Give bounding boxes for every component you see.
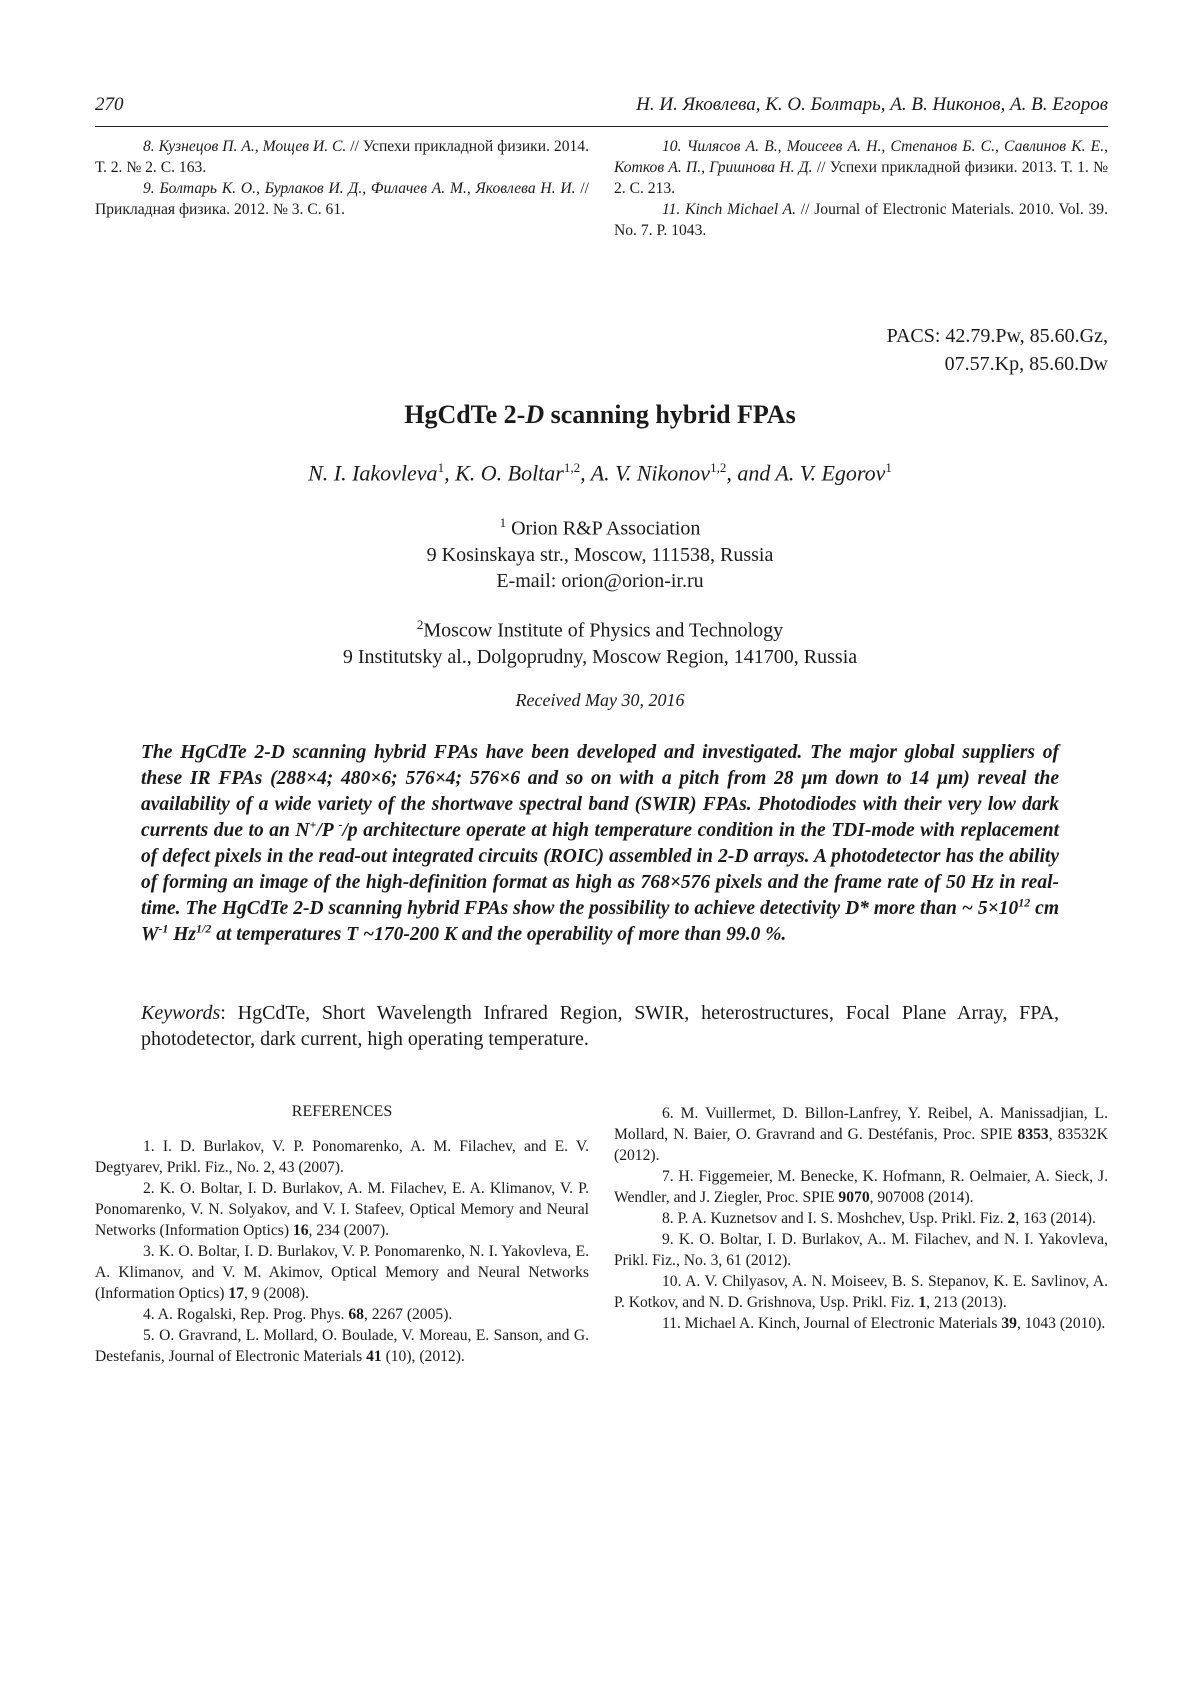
affiliation-name <box>0 612 1200 644</box>
reference-3 <box>95 1241 589 1304</box>
prev-ref-source: // Успехи прикладной физики. 2013. Т. 1. № 2. С. 213. <box>614 159 1108 197</box>
prev-ref-11 <box>614 199 1108 241</box>
previous-article-references-right <box>614 136 1108 241</box>
title-text: HgCdTe 2- <box>404 400 526 429</box>
header-rule <box>95 126 1108 127</box>
author: , A. V. Nikonov <box>580 460 711 486</box>
reference-6 <box>614 1103 1108 1166</box>
references-heading: REFERENCES <box>291 1103 393 1120</box>
affiliation-2 <box>0 612 1200 670</box>
title-text: scanning hybrid FPAs <box>544 400 796 429</box>
ref-text: 6. M. Vuillermet, D. Billon-Lanfrey, Y. Reibel, A. Manissadjian, L. Mollard, N. Baier, O. Gravrand and G. Destéfanis, Proc. SPIE <box>614 1105 1108 1143</box>
ref-text: , 163 (2014). <box>1015 1210 1096 1227</box>
reference-9: 9. K. O. Boltar, I. D. Burlakov, A.. M. Filachev, and N. I. Yakovleva, Prikl. Fiz., No. 3, 61 (2012). <box>614 1231 1108 1269</box>
reference-4 <box>95 1304 589 1325</box>
references-left-column <box>95 1136 589 1367</box>
ref-volume: 17 <box>228 1285 244 1302</box>
prev-ref-10 <box>614 136 1108 199</box>
abstract <box>141 740 1059 948</box>
page-number: 270 <box>95 94 124 115</box>
ref-text: 2. K. O. Boltar, I. D. Burlakov, A. M. Filachev, E. A. Klimanov, V. P. Ponomarenko, V. N. Solyakov, and V. I. Stafeev, Optical Memory and Neural Networks (Information Optics) <box>95 1180 589 1239</box>
ref-text: 3. K. O. Boltar, I. D. Burlakov, V. P. Ponomarenko, N. I. Yakovleva, E. A. Klimanov, and V. M. Akimov, Optical Memory and Neural Networks (Information Optics) <box>95 1243 589 1302</box>
ref-text: (10), (2012). <box>381 1348 465 1365</box>
ref-text: 4. A. Rogalski, Rep. Prog. Phys. <box>143 1306 349 1323</box>
reference-2 <box>95 1178 589 1241</box>
reference-7 <box>614 1166 1108 1208</box>
reference-1: 1. I. D. Burlakov, V. P. Ponomarenko, A. M. Filachev, and E. V. Degtyarev, Prikl. Fiz., No. 2, 43 (2007). <box>95 1138 589 1176</box>
author: , and A. V. Egorov <box>726 460 886 486</box>
article-title <box>0 400 1200 430</box>
author-list <box>0 460 1200 486</box>
ref-volume: 16 <box>292 1222 309 1239</box>
keywords-text: : HgCdTe, Short Wavelength Infrared Region, SWIR, heterostructures, Focal Plane Array, FPA, photodetector, dark current, high operating temperature. <box>141 1002 1059 1050</box>
abstract-text: /p architecture operate at high temperature condition in the TDI-mode with replacement of defect pixels in the read-out integrated circuits (ROIC) assembled in 2-D arrays. A photodetector has the ability of forming an image of the high-definition format as high as 768×576 pixels and the frame rate of 50 Hz in real-time. The HgCdTe 2-D scanning hybrid FPAs show the possibility to achieve detectivity D* more than ~ 5×10 <box>141 820 1060 919</box>
abstract-sup: 12 <box>1018 895 1031 910</box>
prev-ref-source: // Прикладная физика. 2012. № 3. С. 61. <box>95 180 589 218</box>
received-date: Received May 30, 2016 <box>515 690 685 710</box>
ref-volume: 41 <box>366 1348 382 1365</box>
ref-volume: 39 <box>1001 1315 1017 1332</box>
affiliation-name-text: Moscow Institute of Physics and Technology <box>423 619 784 642</box>
pacs-codes <box>887 322 1108 378</box>
ref-text: , 907008 (2014). <box>869 1189 974 1206</box>
ref-text: , 213 (2013). <box>926 1294 1007 1311</box>
abstract-sup: -1 <box>158 921 169 936</box>
affiliation-name-text: Orion R&P Association <box>506 517 701 540</box>
prev-ref-authors: 11. Kinch Michael A. <box>662 201 797 218</box>
ref-text: , 2267 (2005). <box>363 1306 453 1323</box>
ref-volume: 2 <box>1007 1210 1016 1227</box>
affiliation-1 <box>0 510 1200 594</box>
affiliation-address: 9 Institutsky al., Dolgoprudny, Moscow Region, 141700, Russia <box>342 645 858 668</box>
prev-ref-authors: 10. Чилясов А. В., Моисеев А. Н., Степанов Б. С., Савлинов К. Е., Котков А. П., Гришнова Н. Д. <box>614 138 1108 176</box>
affiliation-name <box>0 510 1200 542</box>
reference-10 <box>614 1271 1108 1313</box>
ref-text: 11. Michael A. Kinch, Journal of Electronic Materials <box>662 1315 1002 1332</box>
reference-11 <box>614 1313 1108 1334</box>
affiliation-email: E-mail: orion@orion-ir.ru <box>496 569 704 592</box>
author: N. I. Iakovleva <box>308 460 438 486</box>
reference-8 <box>614 1208 1108 1229</box>
affiliation-address: 9 Kosinskaya str., Moscow, 111538, Russia <box>426 543 774 566</box>
reference-5 <box>95 1325 589 1367</box>
ref-text: , 9 (2008). <box>243 1285 309 1302</box>
abstract-text: cm W <box>141 898 1059 945</box>
prev-ref-authors: 9. Болтарь К. О., Бурлаков И. Д., Филачев А. М., Яковлева Н. И. <box>143 180 576 197</box>
keywords <box>141 1000 1059 1052</box>
ref-text: 5. O. Gravrand, L. Mollard, O. Boulade, V. Moreau, E. Sanson, and G. Destefanis, Journal of Electronic Materials <box>95 1327 589 1365</box>
title-text-italic: D <box>525 400 545 429</box>
ref-volume: 8353 <box>1017 1126 1049 1143</box>
prev-ref-source: // Успехи прикладной физики. 2014. Т. 2. № 2. С. 163. <box>95 138 590 176</box>
affiliation-mark: 1 <box>437 460 445 475</box>
ref-text: 8. P. A. Kuznetsov and I. S. Moshchev, Usp. Prikl. Fiz. <box>662 1210 1008 1227</box>
abstract-text: The HgCdTe 2-D scanning hybrid FPAs have been developed and investigated. The major global suppliers of these IR FPAs (288×4; 480×6; 576×4; 576×6 and so on with a pitch from 28 µm down to 14 µm) reveal the availability of a wide variety of the shortwave spectral band (SWIR) FPAs. Photodiodes with their very low dark currents due to an N <box>141 742 1059 841</box>
affiliation-mark: 1,2 <box>710 460 727 475</box>
ref-volume: 68 <box>348 1306 364 1323</box>
previous-article-references-left <box>95 136 589 220</box>
ref-text: 7. H. Figgemeier, M. Benecke, K. Hofmann, R. Oelmaier, A. Sieck, J. Wendler, and J. Ziegler, Proc. SPIE <box>614 1168 1108 1206</box>
abstract-sup: 1/2 <box>195 921 212 936</box>
abstract-sup: + <box>309 817 317 832</box>
affiliation-mark: 1 <box>499 515 507 530</box>
abstract-text: /P <box>316 820 339 841</box>
abstract-text: Hz <box>168 924 196 945</box>
keywords-label: Keywords <box>141 1002 221 1024</box>
ref-text: , 1043 (2010). <box>1016 1315 1106 1332</box>
pacs-line: 07.57.Kp, 85.60.Dw <box>944 353 1108 375</box>
prev-ref-9 <box>95 178 589 220</box>
author: , K. O. Boltar <box>444 460 564 486</box>
ref-text: 10. A. V. Chilyasov, A. N. Moiseev, B. S. Stepanov, K. E. Savlinov, A. P. Kotkov, and N. D. Grishnova, Usp. Prikl. Fiz. <box>614 1273 1108 1311</box>
ref-text: , 83532K (2012). <box>614 1126 1108 1164</box>
affiliation-mark: 2 <box>416 617 424 632</box>
ref-volume: 9070 <box>838 1189 870 1206</box>
prev-ref-source: // Journal of Electronic Materials. 2010. Vol. 39. No. 7. P. 1043. <box>614 201 1108 239</box>
pacs-line: PACS: 42.79.Pw, 85.60.Gz, <box>886 325 1108 347</box>
affiliation-mark: 1 <box>885 460 892 475</box>
affiliation-mark: 1,2 <box>563 460 581 475</box>
abstract-text: at temperatures T ~170-200 K and the operability of more than 99.0 %. <box>211 924 787 945</box>
ref-volume: 1 <box>918 1294 927 1311</box>
running-head: Н. И. Яковлева, К. О. Болтарь, А. В. Никонов, А. В. Егоров <box>636 94 1108 115</box>
prev-ref-authors: 8. Кузнецов П. А., Мощев И. С. <box>143 138 347 155</box>
ref-text: , 234 (2007). <box>308 1222 390 1239</box>
abstract-sup: - <box>338 817 343 832</box>
prev-ref-8 <box>95 136 589 178</box>
references-right-column <box>614 1103 1108 1334</box>
